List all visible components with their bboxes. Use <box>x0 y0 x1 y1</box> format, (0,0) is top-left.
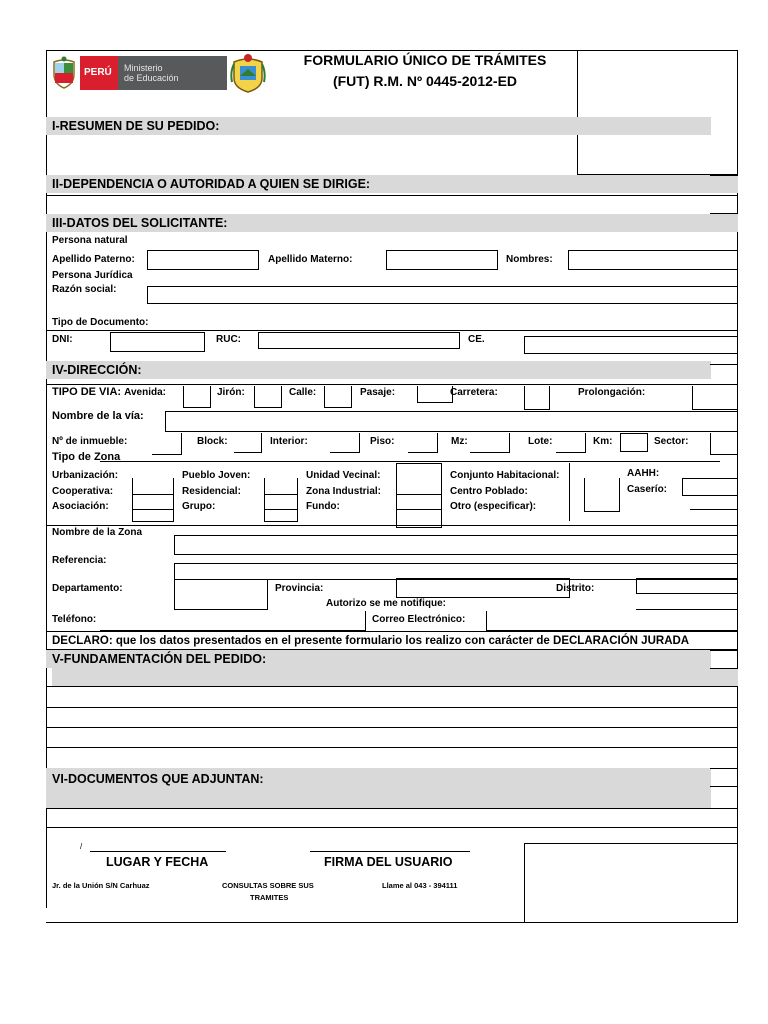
carretera-checkbox[interactable] <box>524 386 550 410</box>
fundamentacion-shaded-row <box>52 668 738 686</box>
nombre-via-field[interactable] <box>165 411 738 432</box>
distrito-label: Distrito: <box>556 583 595 594</box>
departamento-label: Departamento: <box>52 583 123 594</box>
calle-checkbox[interactable] <box>324 386 352 408</box>
dni-label: DNI: <box>52 334 73 345</box>
sector-label: Sector: <box>654 436 689 447</box>
nombres-field[interactable] <box>568 250 738 270</box>
peru-coat-of-arms-icon <box>50 56 78 90</box>
section-dependencia: II-DEPENDENCIA O AUTORIDAD A QUIEN SE DIRIGE: <box>46 175 738 193</box>
tipo-documento-label: Tipo de Documento: <box>52 317 149 328</box>
grupo-label: Grupo: <box>182 501 216 512</box>
fundo-label: Fundo: <box>306 501 340 512</box>
ruc-field[interactable] <box>258 332 460 349</box>
interior-label: Interior: <box>270 436 308 447</box>
otro-especificar-label: Otro (especificar): <box>450 501 537 512</box>
caserio-field[interactable] <box>682 478 738 496</box>
correo-electronico-field[interactable] <box>486 611 738 631</box>
jiron-checkbox[interactable] <box>254 386 282 408</box>
apellido-materno-label: Apellido Materno: <box>268 254 353 265</box>
nombre-zona-label: Nombre de la Zona <box>52 527 143 538</box>
nombre-zona-field[interactable] <box>174 535 738 555</box>
referencia-label: Referencia: <box>52 555 107 566</box>
persona-juridica-label: Persona Jurídica <box>52 270 133 281</box>
razon-social-field[interactable] <box>147 286 738 304</box>
ce-field[interactable] <box>524 336 738 354</box>
dni-field[interactable] <box>110 332 205 352</box>
ministerio-logo <box>80 56 227 90</box>
consultas-line2: TRAMITES <box>250 893 289 902</box>
distrito-field[interactable] <box>636 578 738 594</box>
fecha-slash: / <box>80 842 83 851</box>
aahh-label: AAHH: <box>627 468 660 479</box>
nombre-via-label: Nombre de la vía: <box>52 410 144 422</box>
section-fundamentacion: V-FUNDAMENTACIÓN DEL PEDIDO: <box>46 650 711 668</box>
tipo-zona-label: Tipo de Zona <box>52 451 121 463</box>
avenida-text: Avenida: <box>124 387 166 398</box>
cooperativa-label: Cooperativa: <box>52 486 114 497</box>
num-inmueble-field[interactable] <box>152 433 182 455</box>
caserio-label: Caserío: <box>627 484 668 495</box>
km-field[interactable] <box>620 433 648 452</box>
ce-label: CE. <box>468 334 485 345</box>
tipo-via-text: TIPO DE VIA: <box>52 386 122 398</box>
prolongacion-checkbox[interactable] <box>692 386 738 410</box>
provincia-label: Provincia: <box>275 583 324 594</box>
nombres-label: Nombres: <box>506 254 553 265</box>
mz-label: Mz: <box>451 436 468 447</box>
apellido-materno-field[interactable] <box>386 250 498 270</box>
sector-field[interactable] <box>710 433 738 455</box>
zona-industrial-label: Zona Industrial: <box>306 486 381 497</box>
direccion-institucion: Jr. de la Unión S/N Carhuaz <box>52 881 150 890</box>
calle-label: Calle: <box>289 387 317 398</box>
block-field[interactable] <box>234 433 262 453</box>
declaracion-jurada-text: DECLARO: que los datos presentados en el presente formulario los realizo con carácter de DECLARACIÓN JURADA <box>52 635 690 647</box>
piso-field[interactable] <box>408 433 438 453</box>
mz-field[interactable] <box>470 433 510 453</box>
zona-col-2-field[interactable] <box>264 478 298 522</box>
zona-col-3-field[interactable] <box>396 463 442 528</box>
razon-social-label: Razón social: <box>52 284 117 295</box>
centro-poblado-label: Centro Poblado: <box>450 486 528 497</box>
form-title-line1: FORMULARIO ÚNICO DE TRÁMITES <box>303 52 547 68</box>
pasaje-checkbox[interactable] <box>417 386 453 403</box>
regional-seal-icon <box>230 52 266 94</box>
unidad-vecinal-label: Unidad Vecinal: <box>306 470 381 481</box>
interior-field[interactable] <box>330 433 360 453</box>
telefono-label: Teléfono: <box>52 614 97 625</box>
piso-label: Piso: <box>370 436 395 447</box>
num-inmueble-label: Nº de inmueble: <box>52 436 128 447</box>
residencial-label: Residencial: <box>182 486 241 497</box>
telefono-field[interactable] <box>100 611 366 631</box>
prolongacion-label: Prolongación: <box>578 387 646 398</box>
block-label: Block: <box>197 436 228 447</box>
asociacion-label: Asociación: <box>52 501 109 512</box>
lote-field[interactable] <box>556 433 586 453</box>
correo-electronico-label: Correo Electrónico: <box>372 614 466 625</box>
section-documentos-adjuntan: VI-DOCUMENTOS QUE ADJUNTAN: <box>46 768 711 808</box>
logo-peru-text: PERÚ <box>84 67 112 78</box>
jiron-label: Jirón: <box>217 387 245 398</box>
logo-ministerio-line2: de Educación <box>124 73 179 83</box>
conjunto-habitacional-label: Conjunto Habitacional: <box>450 470 560 481</box>
zona-col-4-field[interactable] <box>584 478 620 512</box>
apellido-paterno-label: Apellido Paterno: <box>52 254 135 265</box>
section-resumen-pedido: I-RESUMEN DE SU PEDIDO: <box>46 117 711 135</box>
firma-usuario-label: FIRMA DEL USUARIO <box>324 855 453 869</box>
tipo-via-label <box>52 386 166 399</box>
section-datos-solicitante: III-DATOS DEL SOLICITANTE: <box>46 214 738 232</box>
apellido-paterno-field[interactable] <box>147 250 259 270</box>
zona-col-1-field[interactable] <box>132 478 174 522</box>
telefono-consultas: Llame al 043 - 394111 <box>382 881 458 890</box>
carretera-label: Carretera: <box>450 387 498 398</box>
consultas-line1: CONSULTAS SOBRE SUS <box>222 881 314 890</box>
logo-ministerio-line1: Ministerio <box>124 63 163 73</box>
section-direccion: IV-DIRECCIÓN: <box>46 361 711 379</box>
lote-label: Lote: <box>528 436 553 447</box>
avenida-checkbox[interactable] <box>183 386 211 408</box>
persona-natural-label: Persona natural <box>52 235 128 246</box>
pasaje-label: Pasaje: <box>360 387 396 398</box>
huella-digital-box[interactable] <box>524 843 738 923</box>
lugar-fecha-label: LUGAR Y FECHA <box>106 855 209 869</box>
departamento-field[interactable] <box>174 580 268 610</box>
pueblo-joven-label: Pueblo Joven: <box>182 470 251 481</box>
autorizo-notifique-label: Autorizo se me notifique: <box>326 598 446 609</box>
provincia-field[interactable] <box>396 578 570 598</box>
km-label: Km: <box>593 436 613 447</box>
urbanizacion-label: Urbanización: <box>52 470 119 481</box>
form-title-line2: (FUT) R.M. Nº 0445-2012-ED <box>332 73 518 89</box>
ruc-label: RUC: <box>216 334 241 345</box>
